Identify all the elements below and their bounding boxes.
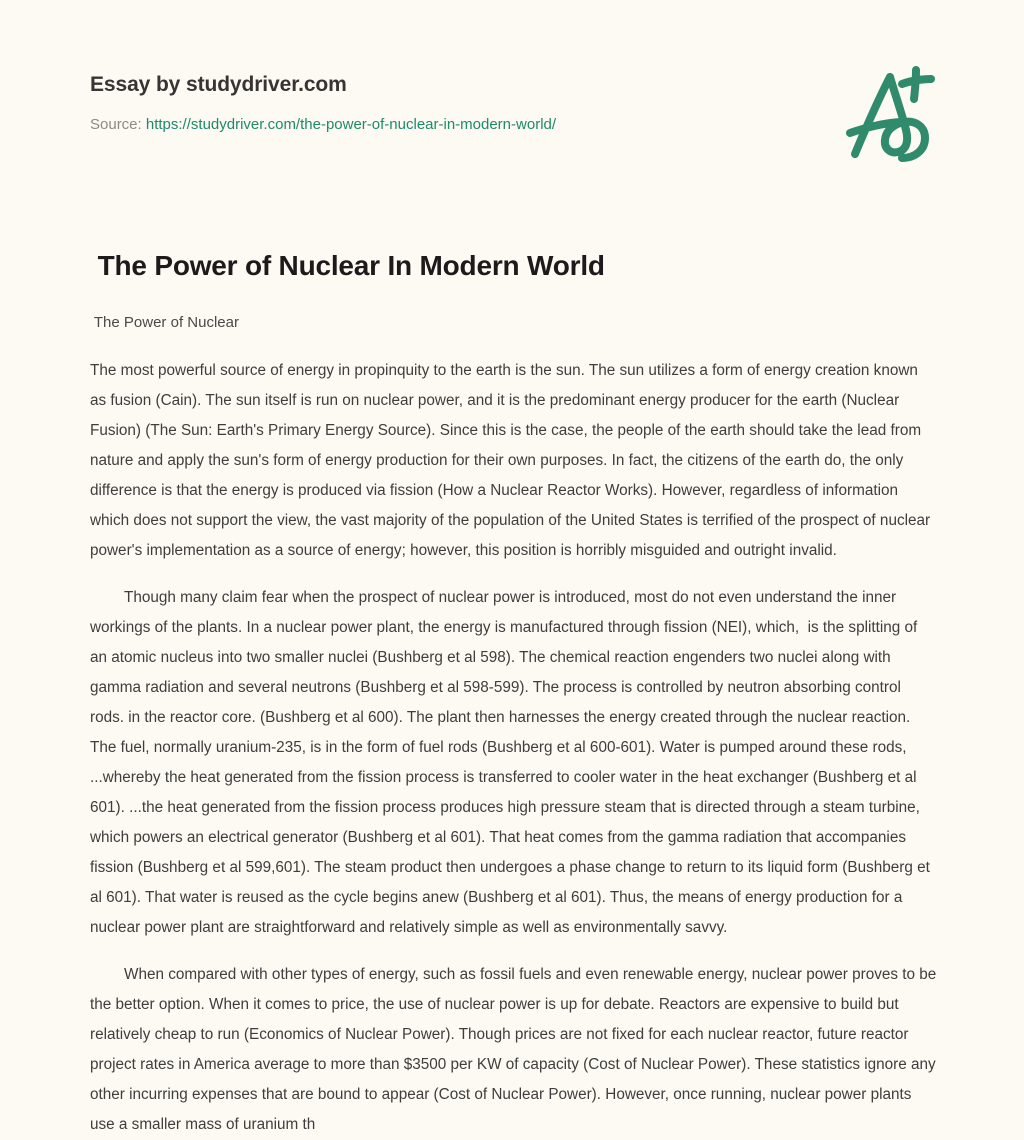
page-title: The Power of Nuclear In Modern World bbox=[90, 250, 605, 281]
page-header bbox=[90, 60, 954, 190]
source-label: Source: bbox=[90, 116, 146, 133]
a-plus-logo-icon bbox=[832, 52, 950, 170]
essay-content bbox=[90, 248, 941, 1140]
document-subtitle: The Power of Nuclear bbox=[90, 314, 239, 331]
source-line bbox=[90, 98, 954, 136]
body-paragraph-2: Though many claim fear when the prospect of nuclear power is introduced, most do not even understand the inner workings of the plants. In a nuclear power plant, the energy is manufactured through fission (NEI), which, is the splitting of an atomic nucleus into two smaller nuclei (Bushberg et al 598). The chemical reaction engenders two nuclei along with gamma radiation and several neutrons (Bushberg et al 598-599). The process is controlled by neutron absorbing control rods. in the reactor core. (Bushberg et al 600). The plant then harnesses the energy created through the nuclear reaction. The fuel, normally uranium-235, is in the form of fuel rods (Bushberg et al 600-601). Water is pumped around these rods, ...whereby the heat generated from the fission process is transferred to cooler water in the heat exchanger (Bushberg et al 601). ...the heat generated from the fission process produces high pressure steam that is directed through a steam turbine, which powers an electrical generator (Bushberg et al 601). That heat comes from the gamma radiation that accompanies fission (Bushberg et al 599,601). The steam product then undergoes a phase change to return to its liquid form (Bushberg et al 601). That water is reused as the cycle begins anew (Bushberg et al 601). Thus, the means of energy production for a nuclear power plant are straightforward and relatively simple as well as environmentally savvy. bbox=[90, 589, 935, 936]
body-paragraph-1: The most powerful source of energy in propinquity to the earth is the sun. The sun utilizes a form of energy creation known as fusion (Cain). The sun itself is run on nuclear power, and it is the predominant energy producer for the earth (Nuclear Fusion) (The Sun: Earth's Primary Energy Source). Since this is the case, the people of the earth should take the lead from nature and apply the sun's form of energy production for their own purposes. In fact, the citizens of the earth do, the only difference is that the energy is produced via fission (How a Nuclear Reactor Works). However, regardless of information which does not support the view, the vast majority of the population of the United States is terrified of the prospect of nuclear power's implementation as a source of energy; however, this position is horribly misguided and outright invalid. bbox=[90, 362, 935, 559]
a-plus-logo-svg bbox=[832, 52, 950, 170]
source-url-link[interactable]: https://studydriver.com/the-power-of-nuclear-in-modern-world/ bbox=[145, 116, 557, 133]
brand-title: Essay by studydriver.com bbox=[90, 73, 347, 96]
body-paragraph-3: When compared with other types of energy, such as fossil fuels and even renewable energy, nuclear power proves to be the better option. When it comes to price, the use of nuclear power is up for debate. Reactors are expensive to build but relatively cheap to run (Economics of Nuclear Power). Though prices are not fixed for each nuclear reactor, future reactor project rates in America average to more than $3500 per KW of capacity (Cost of Nuclear Power). These statistics ignore any other incurring expenses that are bound to appear (Cost of Nuclear Power). However, once running, nuclear power plants use a smaller mass of uranium th bbox=[90, 966, 941, 1133]
